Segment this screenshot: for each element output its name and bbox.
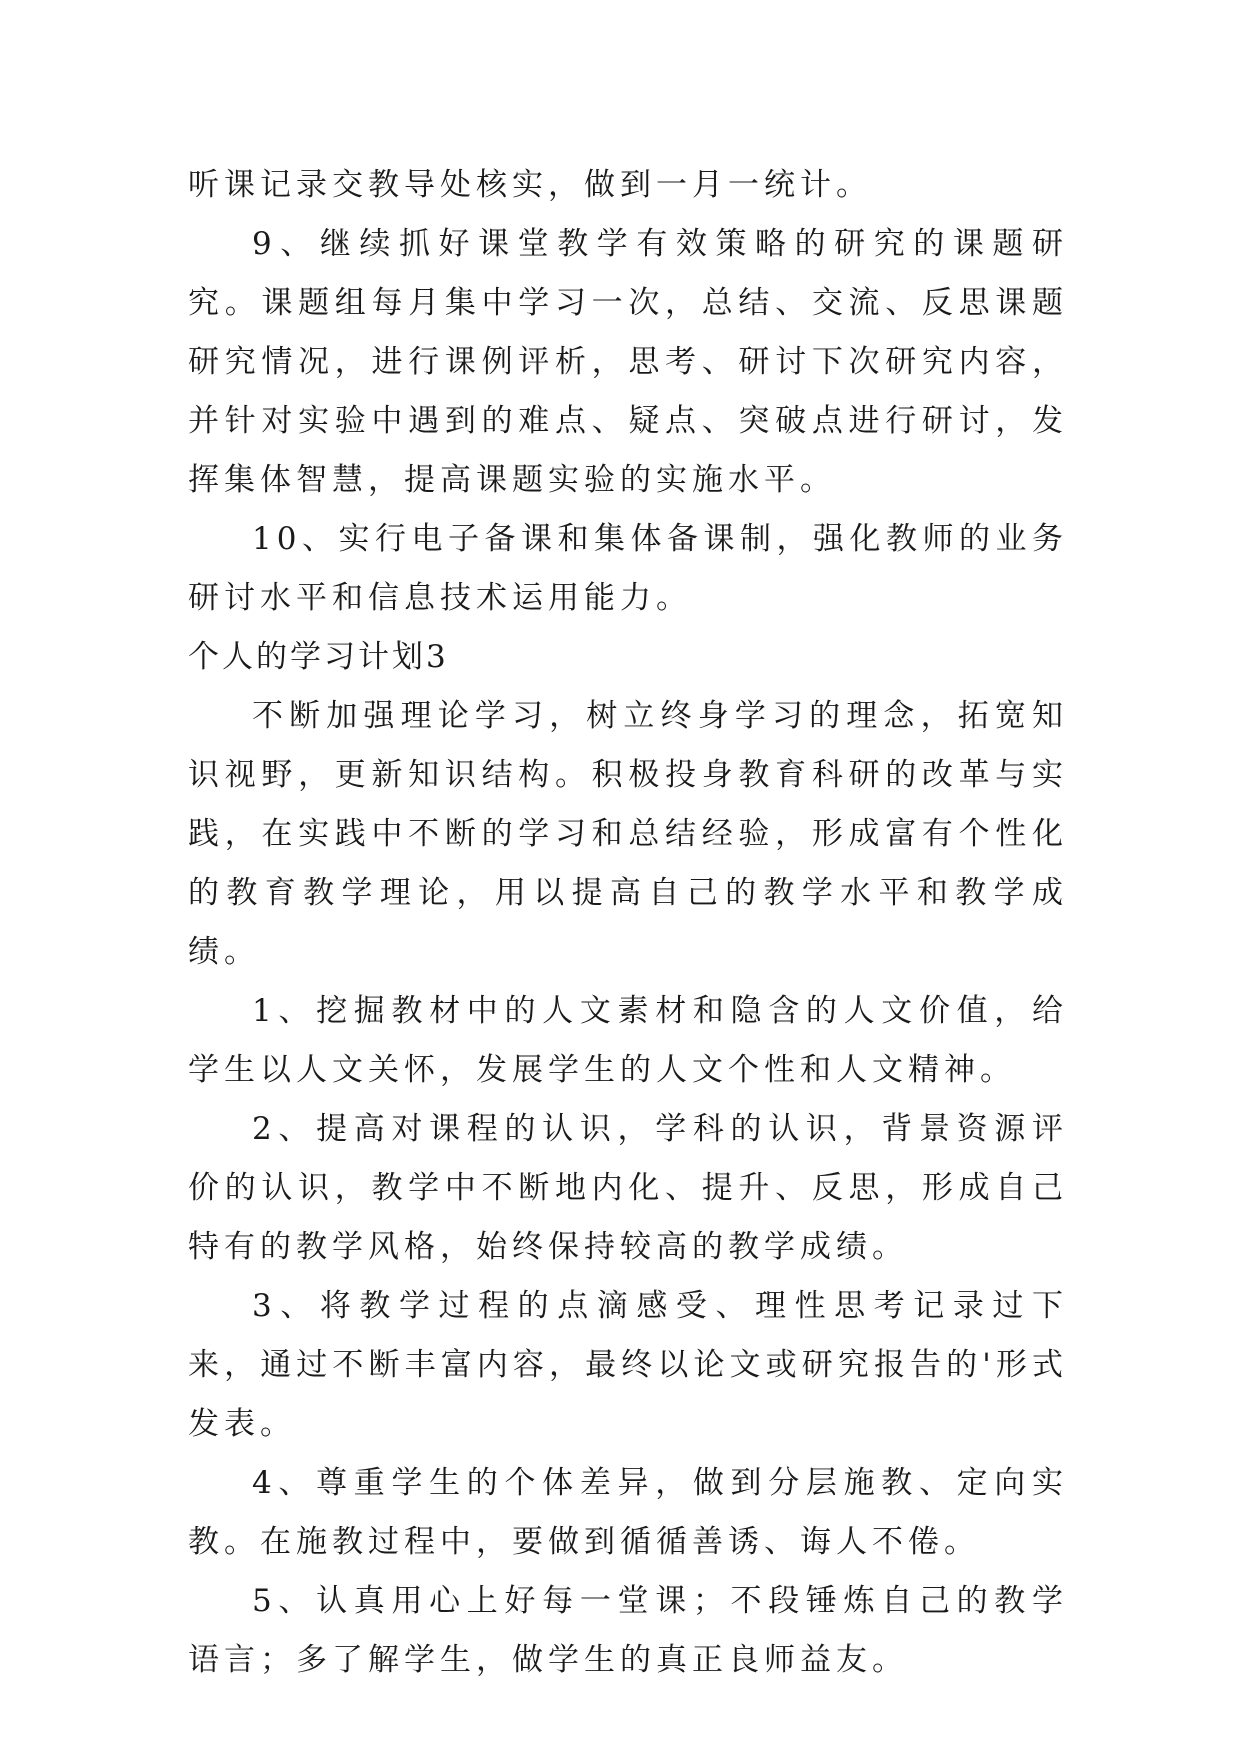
paragraph-item-10: 10、实行电子备课和集体备课制，强化教师的业务研讨水平和信息技术运用能力。 bbox=[188, 521, 1068, 616]
paragraph-item-4: 4、尊重学生的个体差异，做到分层施教、定向实教。在施教过程中，要做到循循善诱、诲人不倦。 bbox=[188, 1465, 1068, 1560]
paragraph-item-5: 5、认真用心上好每一堂课；不段锤炼自己的教学语言；多了解学生，做学生的真正良师益友。 bbox=[188, 1583, 1068, 1678]
paragraph-item-3: 3、将教学过程的点滴感受、理性思考记录过下来，通过不断丰富内容，最终以论文或研究报告的'形式发表。 bbox=[188, 1288, 1068, 1442]
section-heading: 个人的学习计划3 bbox=[188, 639, 449, 675]
paragraph-item-2: 2、提高对课程的认识，学科的认识，背景资源评价的认识，教学中不断地内化、提升、反思，形成自己特有的教学风格，始终保持较高的教学成绩。 bbox=[188, 1111, 1068, 1265]
paragraph-item-9: 9、继续抓好课堂教学有效策略的研究的课题研究。课题组每月集中学习一次，总结、交流、反思课题研究情况，进行课例评析，思考、研讨下次研究内容，并针对实验中遇到的难点、疑点、突破点进行研讨，发挥集体智慧，提高课题实验的实施水平。 bbox=[188, 226, 1068, 498]
paragraph-intro: 不断加强理论学习，树立终身学习的理念，拓宽知识视野，更新知识结构。积极投身教育科研的改革与实践，在实践中不断的学习和总结经验，形成富有个性化的教育教学理论，用以提高自己的教学水平和教学成绩。 bbox=[188, 698, 1068, 970]
paragraph-item-1: 1、挖掘教材中的人文素材和隐含的人文价值，给学生以人文关怀，发展学生的人文个性和人文精神。 bbox=[188, 993, 1068, 1088]
document-page bbox=[188, 156, 1068, 1690]
paragraph-continuation: 听课记录交教导处核实，做到一月一统计。 bbox=[188, 167, 872, 203]
